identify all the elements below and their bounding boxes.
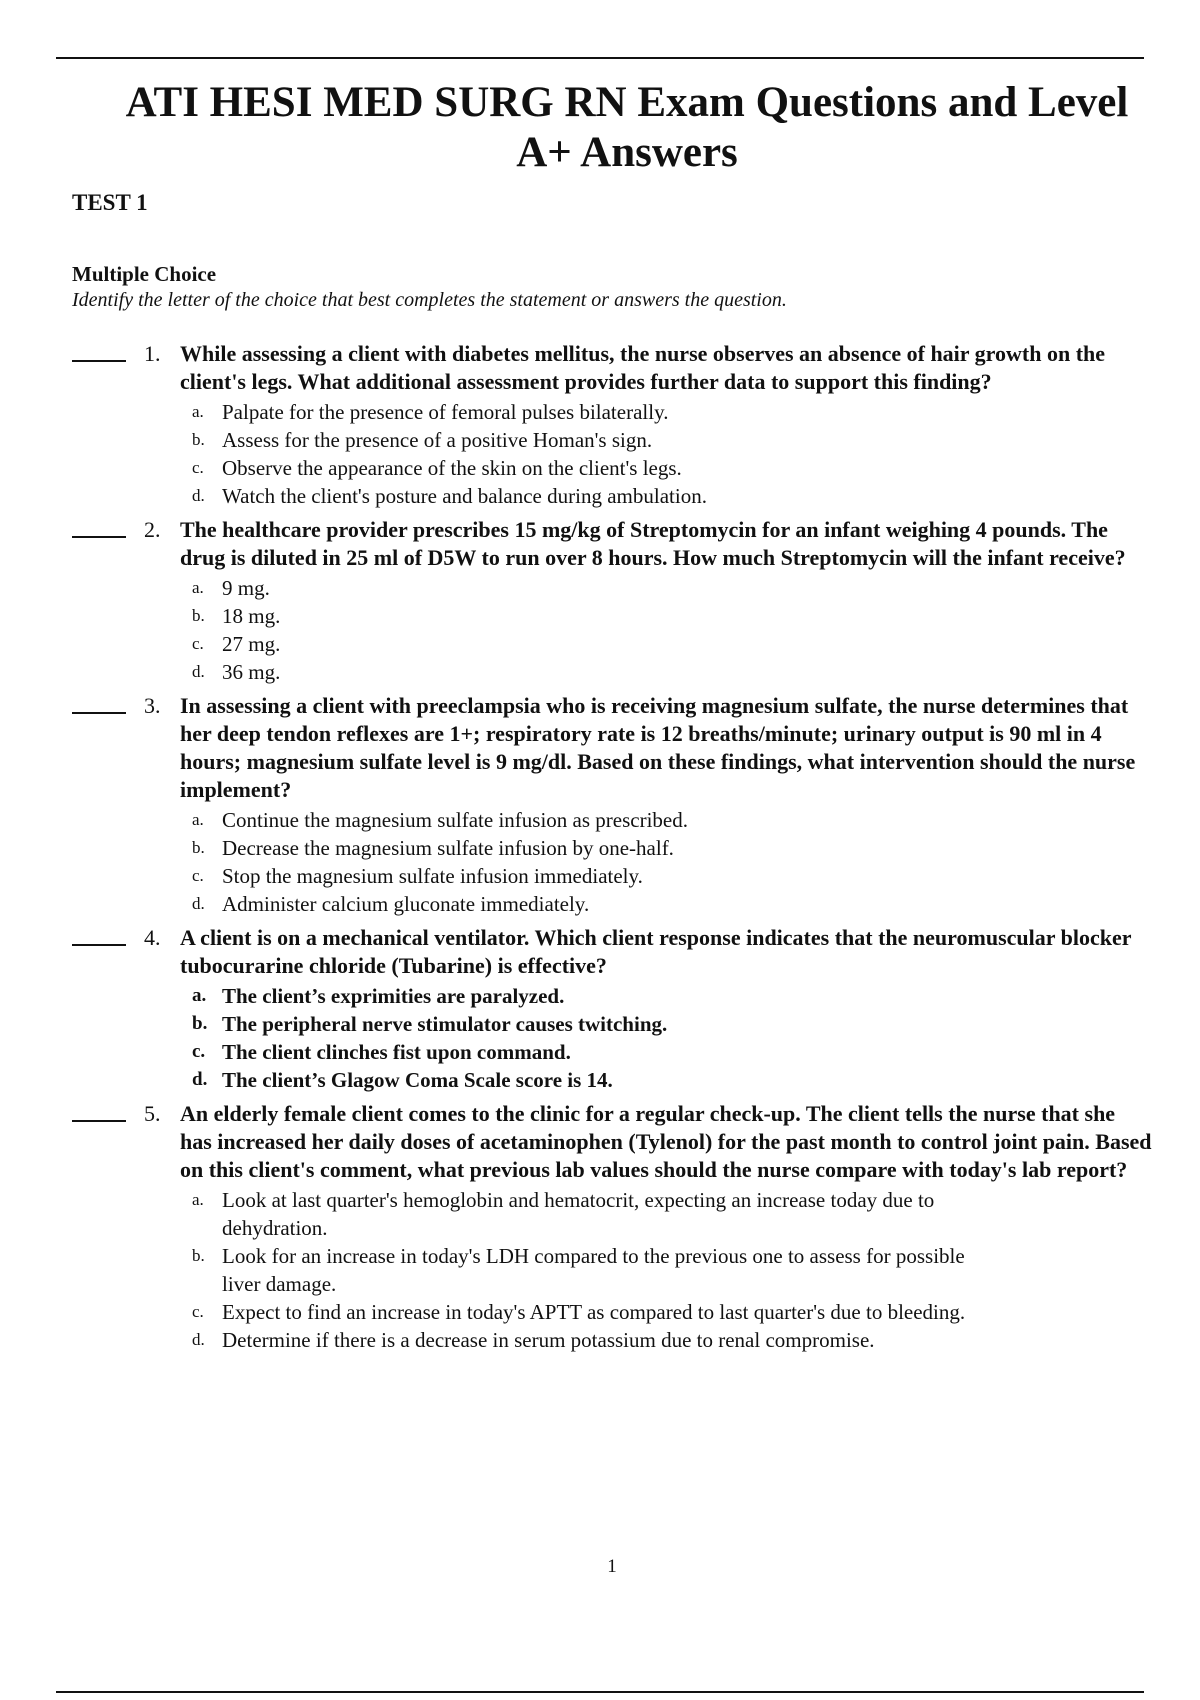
document-title: ATI HESI MED SURG RN Exam Questions and Level A+ Answers bbox=[125, 79, 1129, 176]
question-3 bbox=[72, 692, 1152, 918]
question-number: 3. bbox=[144, 693, 161, 718]
choice-d[interactable]: d. Watch the client's posture and balance during ambulation. bbox=[192, 484, 707, 508]
answer-blank[interactable] bbox=[72, 944, 126, 946]
question-stem bbox=[144, 340, 1152, 396]
answer-blank[interactable] bbox=[72, 1120, 126, 1122]
choice-a[interactable]: a. Continue the magnesium sulfate infusion as prescribed. bbox=[192, 808, 688, 832]
section-label: Multiple Choice bbox=[72, 262, 217, 286]
question-1 bbox=[72, 340, 1152, 510]
instructions-text: Identify the letter of the choice that best completes the statement or answers the question. bbox=[72, 289, 787, 311]
question-text: A client is on a mechanical ventilator. Which client response indicates that the neuromuscular blocker tubocurarine chloride (Tubarine) is effective? bbox=[180, 925, 1132, 978]
answer-blank[interactable] bbox=[72, 536, 126, 538]
page-number: 1 bbox=[607, 1556, 617, 1577]
document-page bbox=[72, 78, 1152, 1577]
choice-d[interactable]: d. The client’s Glagow Coma Scale score is 14. bbox=[192, 1068, 613, 1092]
choice-a[interactable]: a. The client’s exprimities are paralyzed. bbox=[192, 984, 565, 1008]
choice-c[interactable]: c. Expect to find an increase in today's APTT as compared to last quarter's due to bleeding. bbox=[192, 1300, 966, 1324]
choice-list bbox=[72, 574, 1152, 686]
choice-b[interactable]: b. Look for an increase in today's LDH compared to the previous one to assess for possible liver damage. bbox=[192, 1244, 965, 1296]
question-2 bbox=[72, 516, 1152, 686]
question-5 bbox=[72, 1100, 1152, 1354]
choice-list bbox=[72, 398, 1152, 510]
choice-list bbox=[72, 982, 1152, 1094]
choice-c[interactable]: c. Stop the magnesium sulfate infusion immediately. bbox=[192, 864, 643, 888]
question-text: In assessing a client with preeclampsia who is receiving magnesium sulfate, the nurse determines that her deep tendon reflexes are 1+; respiratory rate is 12 breaths/minute; urinary output is 90 ml in 4 hours; magnesium sulfate level is 9 mg/dl. Based on these findings, what intervention should the nurse implement? bbox=[180, 693, 1136, 802]
choice-list bbox=[72, 1186, 1152, 1354]
bottom-rule bbox=[56, 1691, 1144, 1693]
choice-d[interactable]: d. Administer calcium gluconate immediately. bbox=[192, 892, 590, 916]
question-stem bbox=[144, 924, 1152, 980]
question-number: 1. bbox=[144, 341, 161, 366]
choice-list bbox=[72, 806, 1152, 918]
choice-c[interactable]: c. 27 mg. bbox=[192, 632, 281, 656]
question-number: 5. bbox=[144, 1101, 161, 1126]
choice-c[interactable]: c. Observe the appearance of the skin on the client's legs. bbox=[192, 456, 682, 480]
choice-c[interactable]: c. The client clinches fist upon command. bbox=[192, 1040, 571, 1064]
test-label: TEST 1 bbox=[72, 190, 148, 215]
choice-a[interactable]: a. 9 mg. bbox=[192, 576, 270, 600]
choice-d[interactable]: d. 36 mg. bbox=[192, 660, 281, 684]
choice-b[interactable]: b. Decrease the magnesium sulfate infusion by one-half. bbox=[192, 836, 674, 860]
question-stem bbox=[144, 692, 1152, 804]
choice-a[interactable]: a. Look at last quarter's hemoglobin and hematocrit, expecting an increase today due to dehydration. bbox=[192, 1188, 935, 1240]
choice-d[interactable]: d. Determine if there is a decrease in serum potassium due to renal compromise. bbox=[192, 1328, 875, 1352]
question-list bbox=[72, 340, 1152, 1354]
top-rule bbox=[56, 57, 1144, 59]
question-4 bbox=[72, 924, 1152, 1094]
question-stem bbox=[144, 516, 1152, 572]
question-number: 2. bbox=[144, 517, 161, 542]
question-text: While assessing a client with diabetes mellitus, the nurse observes an absence of hair growth on the client's legs. What additional assessment provides further data to support this finding? bbox=[180, 341, 1106, 394]
question-text: An elderly female client comes to the clinic for a regular check-up. The client tells the nurse that she has increased her daily doses of acetaminophen (Tylenol) for the past month to control joint pain. Based on this client's comment, what previous lab values should the nurse compare with today's lab report? bbox=[180, 1101, 1152, 1182]
question-text: The healthcare provider prescribes 15 mg/kg of Streptomycin for an infant weighing 4 pounds. The drug is diluted in 25 ml of D5W to run over 8 hours. How much Streptomycin will the infant receive? bbox=[180, 517, 1126, 570]
choice-b[interactable]: b. 18 mg. bbox=[192, 604, 281, 628]
choice-b[interactable]: b. The peripheral nerve stimulator causes twitching. bbox=[192, 1012, 668, 1036]
answer-blank[interactable] bbox=[72, 712, 126, 714]
choice-b[interactable]: b. Assess for the presence of a positive Homan's sign. bbox=[192, 428, 653, 452]
choice-a[interactable]: a. Palpate for the presence of femoral pulses bilaterally. bbox=[192, 400, 669, 424]
question-stem bbox=[144, 1100, 1152, 1184]
question-number: 4. bbox=[144, 925, 161, 950]
answer-blank[interactable] bbox=[72, 360, 126, 362]
